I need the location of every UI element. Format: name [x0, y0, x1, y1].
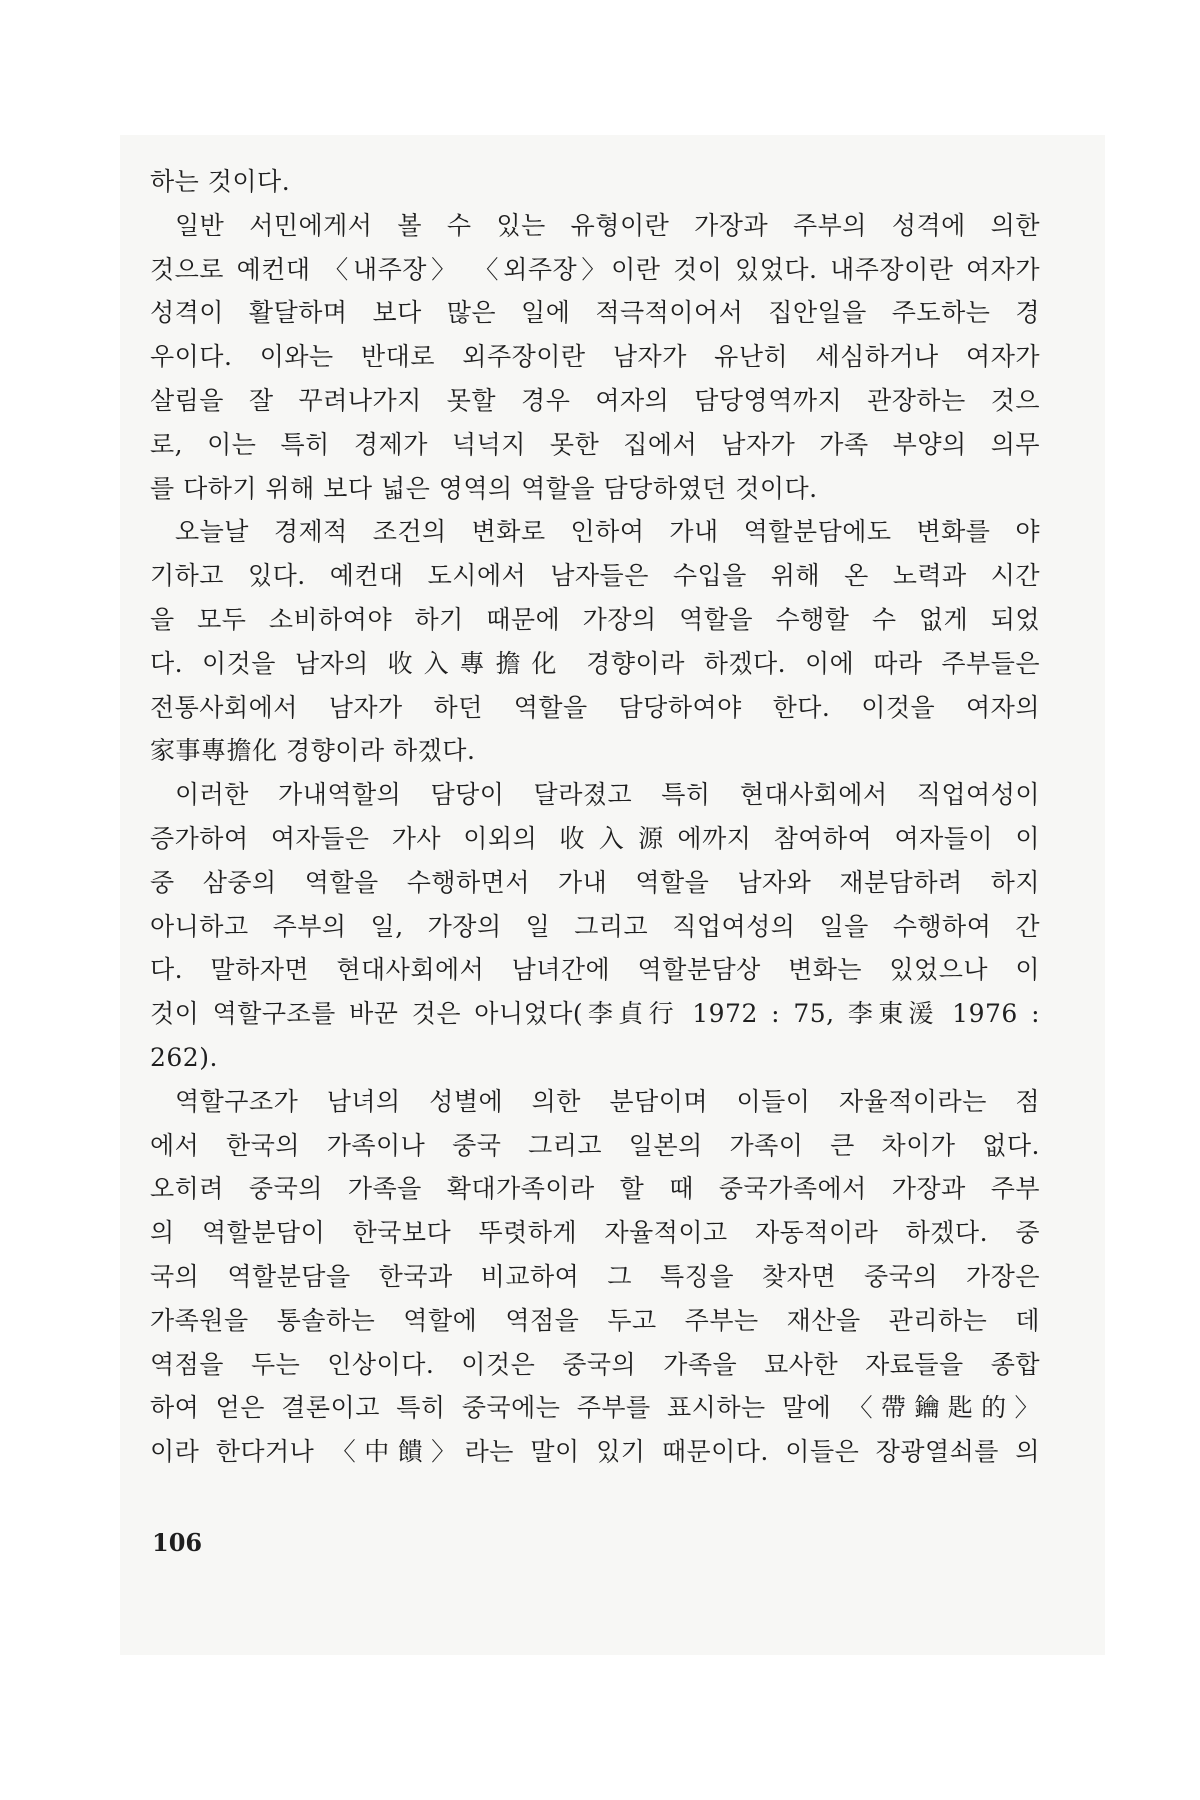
text-line: 전통사회에서 남자가 하던 역할을 담당하여야 한다. 이것을 여자의 [150, 692, 1040, 722]
text-line: 의 역할분담이 한국보다 뚜렷하게 자율적이고 자동적이라 하겠다. 중 [150, 1218, 1040, 1248]
body-text [150, 160, 1040, 1474]
text-line: 를 다하기 위해 보다 넓은 영역의 역할을 담당하였던 것이다. [150, 473, 818, 503]
text-line: 가족원을 통솔하는 역할에 역점을 두고 주부는 재산을 관리하는 데 [150, 1305, 1040, 1335]
text-line: 증가하여 여자들은 가사 이외의 收入源에까지 참여하여 여자들이 이 [150, 823, 1040, 853]
text-line: 262). [150, 1042, 218, 1072]
paragraph-start-line: 역할구조가 남녀의 성별에 의한 분담이며 이들이 자율적이라는 점 [175, 1086, 1040, 1116]
text-line: 중 삼중의 역할을 수행하면서 가내 역할을 남자와 재분담하려 하지 [150, 867, 1040, 897]
text-line: 을 모두 소비하여야 하기 때문에 가장의 역할을 수행할 수 없게 되었 [150, 604, 1040, 634]
text-line: 역점을 두는 인상이다. 이것은 중국의 가족을 묘사한 자료들을 종합 [150, 1349, 1040, 1379]
text-line: 이라 한다거나 〈中饋〉라는 말이 있기 때문이다. 이들은 장광열쇠를 의 [150, 1437, 1040, 1467]
text-line: 에서 한국의 가족이나 중국 그리고 일본의 가족이 큰 차이가 없다. [150, 1130, 1040, 1160]
text-line: 다. 말하자면 현대사회에서 남녀간에 역할분담상 변화는 있었으나 이 [150, 955, 1040, 985]
text-line: 우이다. 이와는 반대로 외주장이란 남자가 유난히 세심하거나 여자가 [150, 342, 1040, 372]
page-number: 106 [152, 1528, 203, 1557]
text-line: 하는 것이다. [150, 167, 291, 196]
text-line: 다. 이것을 남자의 收入專擔化 경향이라 하겠다. 이에 따라 주부들은 [150, 648, 1040, 678]
paragraph-start-line: 일반 서민에게서 볼 수 있는 유형이란 가장과 주부의 성격에 의한 [175, 210, 1040, 240]
text-line: 하여 얻은 결론이고 특히 중국에는 주부를 표시하는 말에 〈帶鑰匙的〉 [150, 1393, 1040, 1423]
paragraph-start-line: 오늘날 경제적 조건의 변화로 인하여 가내 역할분담에도 변화를 야 [175, 517, 1040, 547]
text-line: 살림을 잘 꾸려나가지 못할 경우 여자의 담당영역까지 관장하는 것으 [150, 385, 1040, 415]
text-line: 기하고 있다. 예컨대 도시에서 남자들은 수입을 위해 온 노력과 시간 [150, 561, 1040, 591]
text-line: 로, 이는 특히 경제가 넉넉지 못한 집에서 남자가 가족 부양의 의무 [150, 429, 1040, 459]
text-line: 家事專擔化 경향이라 하겠다. [150, 736, 476, 766]
text-line: 것으로 예컨대 〈내주장〉 〈외주장〉이란 것이 있었다. 내주장이란 여자가 [150, 254, 1040, 284]
text-line: 것이 역할구조를 바꾼 것은 아니었다(李貞行 1972 : 75, 李東湲 1976 : [150, 999, 1040, 1029]
text-line: 오히려 중국의 가족을 확대가족이라 할 때 중국가족에서 가장과 주부 [150, 1174, 1040, 1204]
text-line: 아니하고 주부의 일, 가장의 일 그리고 직업여성의 일을 수행하여 간 [150, 911, 1040, 941]
text-line: 국의 역할분담을 한국과 비교하여 그 특징을 찾자면 중국의 가장은 [150, 1261, 1040, 1291]
paragraph-start-line: 이러한 가내역할의 담당이 달라졌고 특히 현대사회에서 직업여성이 [175, 780, 1040, 810]
text-line: 성격이 활달하며 보다 많은 일에 적극적이어서 집안일을 주도하는 경 [150, 298, 1040, 328]
